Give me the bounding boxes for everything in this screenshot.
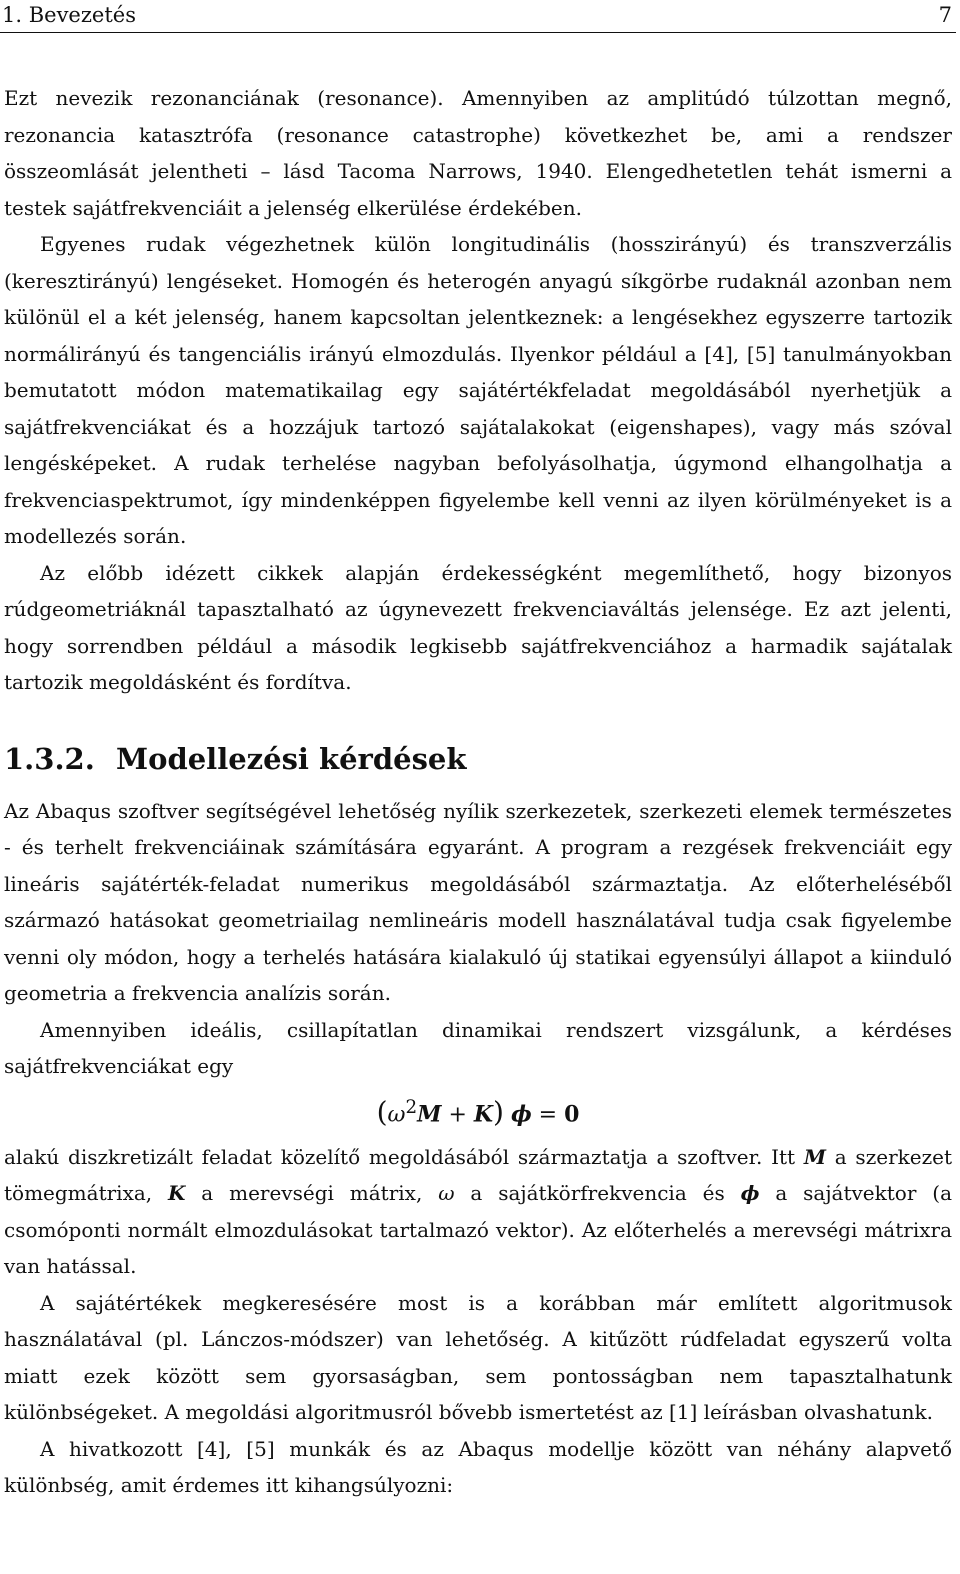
paragraph-frequency-switch: Az előbb idézett cikkek alapján érdekességként megemlíthető, hogy bizonyos rúdgeometriáknál tapasztalható az úgynevezett frekvenciaváltás jelensége. Ez azt jelenti, hogy sorrendben például a második legkisebb sajátfrekvenciához a harmadik sajátalak tartozik megoldásként és fordítva. [4,560,952,694]
eigen-equation: $(\omega^2M + K) \phi = 0$ [376,1094,580,1128]
paragraph-algorithms: A sajátértékek megkeresésére most is a korábban már említett algoritmusok használatával (pl. Lánczos-módszer) van lehetőség. A kitűzött rúdfeladat egyszerű volta miatt ezek között sem gyorsaságban, sem pontosságban nem tapasztalhatunk különbségeket. A megoldási algoritmusról bővebb ismertetést az [1] leírásban olvashatunk. [4,1290,952,1424]
paragraph-eigenproblem-intro: Amennyiben ideális, csillapítatlan dinamikai rendszert vizsgálunk, a kérdéses sajátfrekvenciákat egy [4,1017,952,1078]
page-number: 7 [938,3,952,27]
section-title: Modellezési kérdések [116,741,467,776]
paragraph-abaqus: Az Abaqus szoftver segítségével lehetőség nyílik szerkezetek, szerkezeti elemek természetes - és terhelt frekvenciáinak számítására egyaránt. A program a rezgések frekvenciáit egy lineáris sajátérték-feladat numerikus megoldásából származtatja. Az előterheléséből származó hatásokat geometriailag nemlineáris modell használatával tudja csak figyelembe venni oly módon, hogy a terhelés hatására kialakuló új statikai egyensúlyi állapot a kiinduló geometria a frekvencia analízis során. [4,798,952,1005]
symbol-stiffness-matrix: K [168,1181,186,1205]
symbol-omega: ω [438,1181,455,1205]
section-number: 1.3.2. [4,741,95,776]
paragraph-rod-vibrations: Egyenes rudak végezhetnek külön longitudinális (hosszirányú) és transzverzális (keresztirányú) lengéseket. Homogén és heterogén anyagú síkgörbe rudaknál azonban nem különül el a két jelenség, hanem kapcsoltan jelentkeznek: a lengésekhez egyszerre tartozik normálirányú és tangenciális irányú elmozdulás. Ilyenkor például a [4], [5] tanulmányokban bemutatott módon matematikailag egy sajátértékfeladat megoldásából nyerhetjük a sajátfrekvenciákat és a hozzájuk tartozó sajátalakokat (eigenshapes), vagy más szóval lengésképeket. A rudak terhelése nagyban befolyásolhatja, úgymond elhangolhatja a frekvenciaspektrumot, így mindenképpen figyelembe kell venni az ilyen körülményeket is a modellezés során. [4,232,952,548]
running-header [2,2,952,28]
symbol-eigenvector: ϕ [740,1181,760,1205]
section-heading [4,739,952,779]
symbol-mass-matrix: M [803,1144,826,1169]
header-rule [0,32,956,33]
body-text [4,80,952,1504]
paragraph-symbols: alakú diszkretizált feladat közelítő megoldásából származtatja a szoftver. Itt M a szerkezet tömegmátrixa, K a merevségi mátrix, ω a sajátkörfrekvencia és ϕ a sajátvektor (a csomóponti normált elmozdulásokat tartalmazó vektor). Az előterhelés a merevségi mátrixra van hatással. [4,1144,953,1278]
paragraph-differences: A hivatkozott [4], [5] munkák és az Abaqus modellje között van néhány alapvető különbség, amit érdemes itt kihangsúlyozni: [4,1436,952,1497]
paragraph-resonance: Ezt nevezik rezonanciának (resonance). Amennyiben az amplitúdó túlzottan megnő, rezonancia katasztrófa (resonance catastrophe) következhet be, ami a rendszer összeomlását jelentheti – lásd Tacoma Narrows, 1940. Elengedhetetlen tehát ismerni a testek sajátfrekvenciáit a jelenség elkerülése érdekében. [4,86,952,220]
chapter-title: 1. Bevezetés [2,3,136,27]
